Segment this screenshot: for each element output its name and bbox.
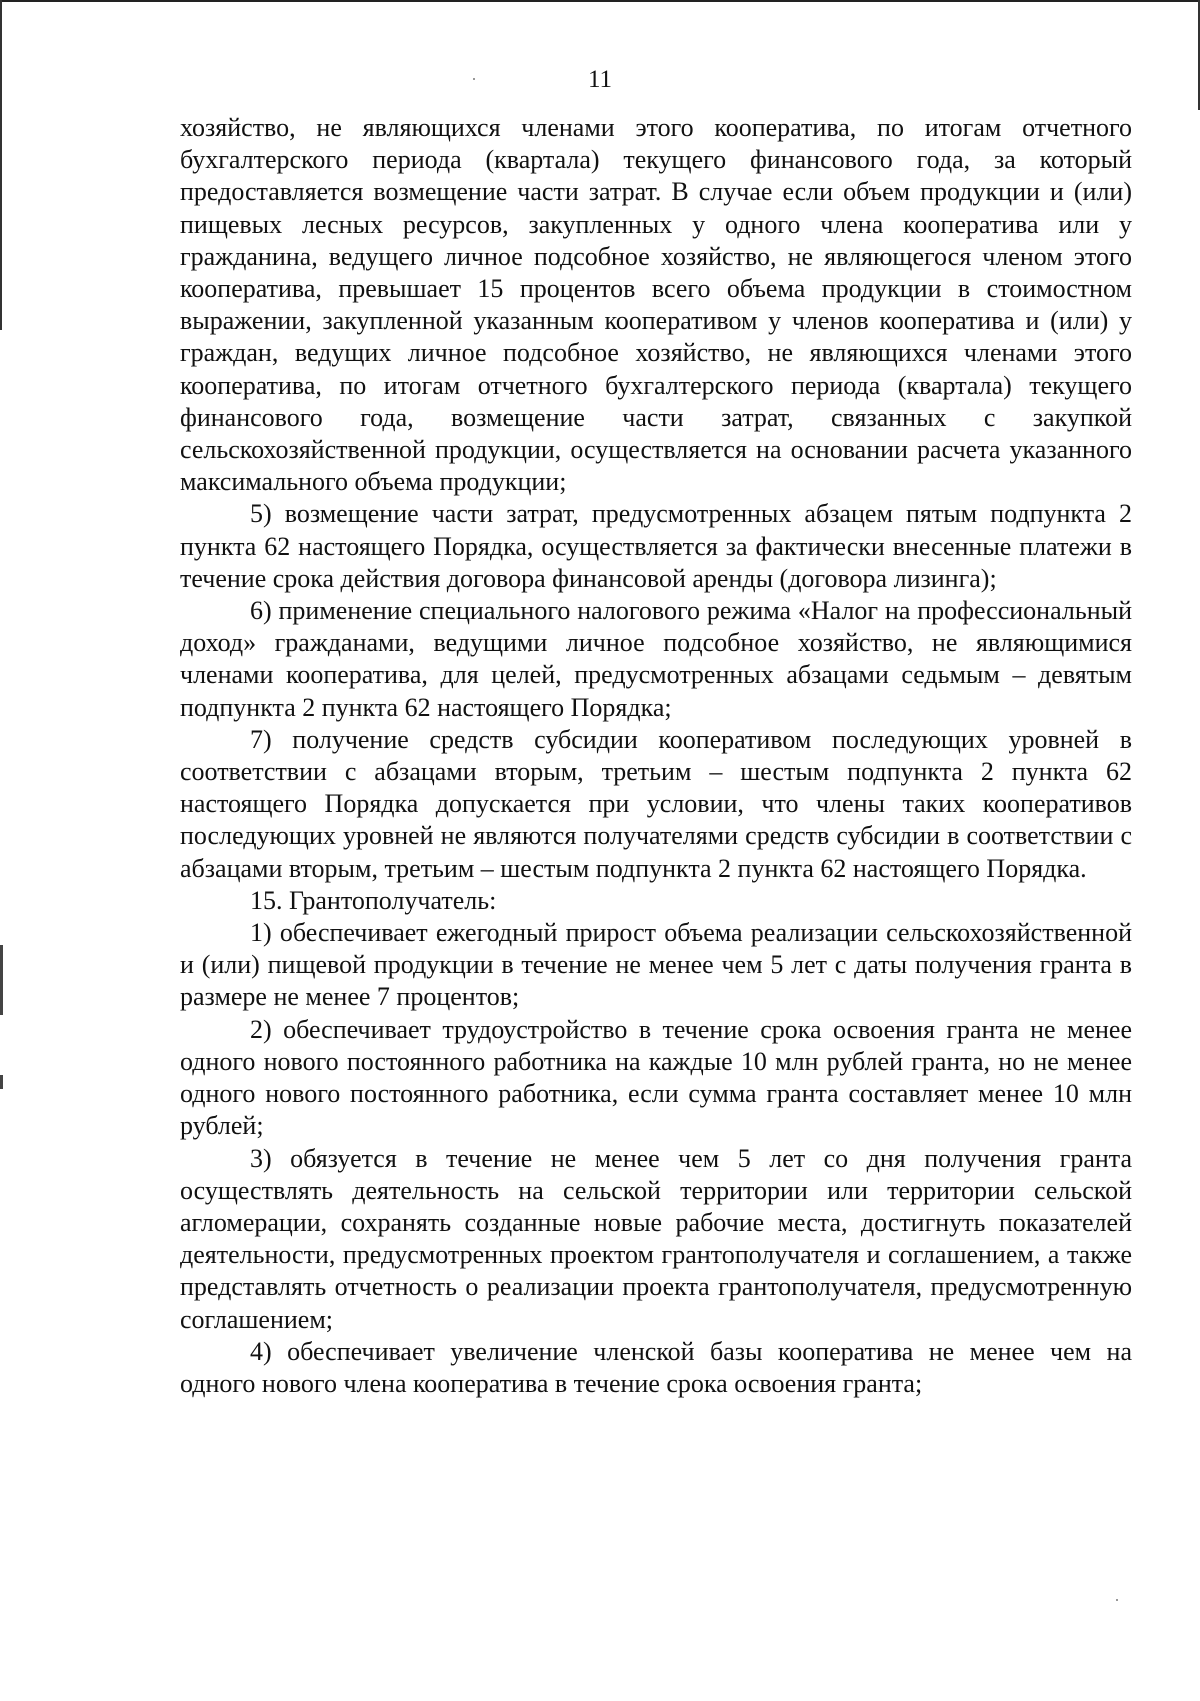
- paragraph-item-6: 6) применение специального налогового режима «Налог на профессиональный доход» гражданами, ведущими личное подсобное хозяйство, не являющимися членами кооператива, для целей, предусмотренных абзацами седьмым – девятым подпункта 2 пункта 62 настоящего Порядка;: [180, 596, 1132, 722]
- paragraph-item-5: 5) возмещение части затрат, предусмотренных абзацем пятым подпункта 2 пункта 62 настоящего Порядка, осуществляется за фактически внесенные платежи в течение срока действия договора финансовой аренды (договора лизинга);: [180, 499, 1132, 593]
- scan-border-top: [0, 0, 1200, 2]
- scan-mark-left: [0, 1075, 3, 1089]
- paragraph-grant-item-4: 4) обеспечивает увеличение членской базы кооператива не менее чем на одного нового члена кооператива в течение срока освоения гранта;: [180, 1336, 1132, 1398]
- paragraph-grant-item-1: 1) обеспечивает ежегодный прирост объема реализации сельскохозяйственной и (или) пищевой продукции в течение не менее чем 5 лет с даты получения гранта в размере не менее 7 процентов;: [180, 918, 1132, 1012]
- paragraph-grant-item-2: 2) обеспечивает трудоустройство в течение срока освоения гранта не менее одного нового постоянного работника на каждые 10 млн рублей гранта, но не менее одного нового постоянного работника, если сумма гранта составляет менее 10 млн рублей;: [180, 1014, 1132, 1141]
- section-heading-15: 15. Грантополучатель:: [250, 885, 497, 915]
- scan-speck: [1116, 1599, 1118, 1601]
- scan-border-left: [0, 0, 2, 330]
- paragraph-item-7: 7) получение средств субсидии кооперативом последующих уровней в соответствии с абзацами вторым, третьим – шестым подпункта 2 пункта 62 настоящего Порядка допускается при условии, что члены таких кооперативов последующих уровней не являются получателями средств субсидии в соответствии с абзацами вторым, третьим – шестым подпункта 2 пункта 62 настоящего Порядка.: [180, 724, 1132, 883]
- document-body: [180, 112, 1132, 1400]
- paragraph-continuation: хозяйство, не являющихся членами этого кооператива, по итогам отчетного бухгалтерского периода (квартала) текущего финансового года, за который предоставляется возмещение части затрат. В случае если объем продукции и (или) пищевых лесных ресурсов, закупленных у одного члена кооператива или у гражданина, ведущего личное подсобное хозяйство, не являющегося членом этого кооператива, превышает 15 процентов всего объема продукции в стоимостном выражении, закупленной указанным кооперативом у членов кооператива и (или) у граждан, ведущих личное подсобное хозяйство, не являющихся членами этого кооператива, по итогам отчетного бухгалтерского периода (квартала) текущего финансового года, возмещение части затрат, связанных с закупкой сельскохозяйственной продукции, осуществляется на основании расчета указанного максимального объема продукции;: [180, 113, 1132, 497]
- scan-mark-left: [0, 945, 3, 1015]
- paragraph-grant-item-3: 3) обязуется в течение не менее чем 5 лет со дня получения гранта осуществлять деятельность на сельской территории или территории сельской агломерации, сохранять созданные новые рабочие места, достигнуть показателей деятельности, предусмотренных проектом грантополучателя и соглашением, а также представлять отчетность о реализации проекта грантополучателя, предусмотренную соглашением;: [180, 1143, 1132, 1334]
- page-number: 11: [587, 66, 613, 93]
